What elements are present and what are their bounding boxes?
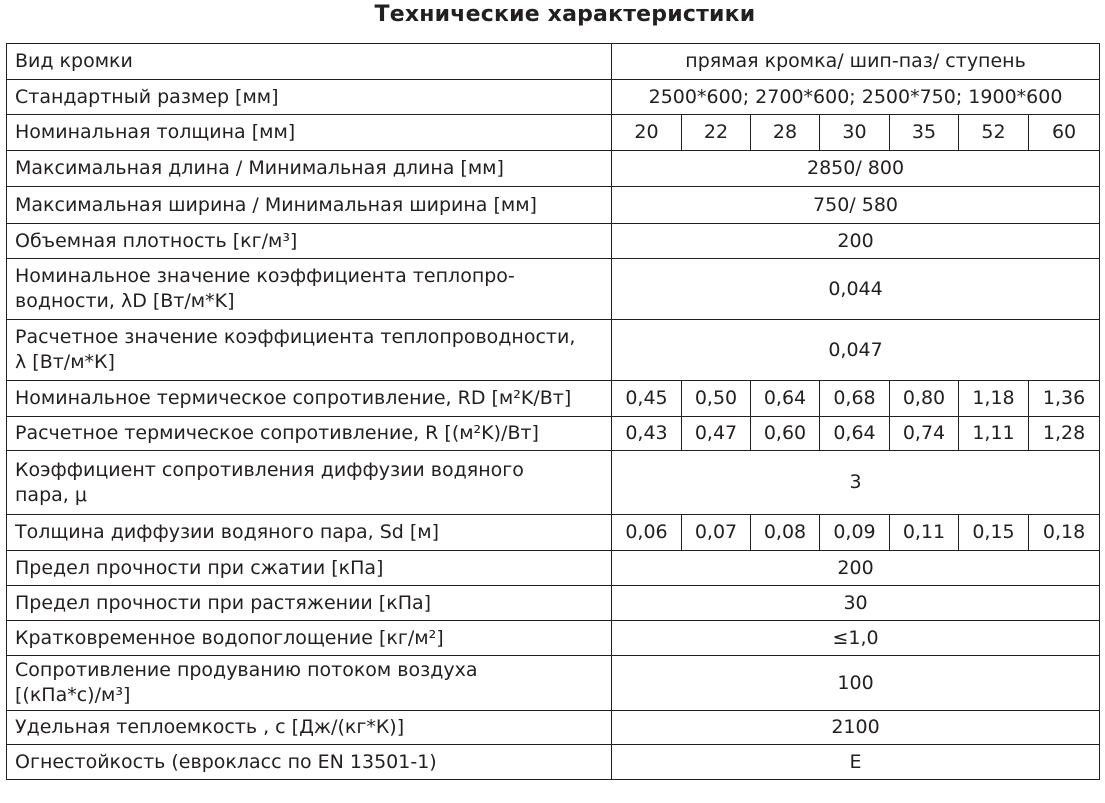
row-label: Максимальная длина / Минимальная длина [мм] — [7, 151, 612, 187]
table-row — [7, 151, 1100, 187]
specs-table-body — [7, 44, 1100, 780]
table-row — [7, 451, 1100, 515]
value-cell: 0,45 — [612, 381, 682, 417]
value-cell: 0,11 — [890, 515, 959, 551]
row-label: Толщина диффузии водяного пара, Sd [м] — [7, 515, 612, 551]
value-cell: 0,64 — [751, 381, 820, 417]
value-cell: 22 — [682, 115, 751, 151]
table-row — [7, 656, 1100, 711]
value-cell: 1,11 — [959, 417, 1029, 451]
row-label: Номинальное термическое сопротивление, RD [м²K/Вт] — [7, 381, 612, 417]
value-cell: 52 — [959, 115, 1029, 151]
value-cell: прямая кромка/ шип-паз/ ступень — [612, 44, 1100, 80]
value-cell: 1,36 — [1029, 381, 1100, 417]
row-label: Предел прочности при сжатии [кПа] — [7, 551, 612, 586]
row-label: Вид кромки — [7, 44, 612, 80]
row-label: Максимальная ширина / Минимальная ширина [мм] — [7, 187, 612, 224]
value-cell: 0,74 — [890, 417, 959, 451]
value-cell: 1,28 — [1029, 417, 1100, 451]
value-cell: 0,044 — [612, 259, 1100, 320]
value-cell: 0,80 — [890, 381, 959, 417]
row-label: Стандартный размер [мм] — [7, 80, 612, 115]
value-cell: 0,47 — [682, 417, 751, 451]
value-cell: 0,09 — [820, 515, 890, 551]
table-row — [7, 417, 1100, 451]
table-row — [7, 515, 1100, 551]
table-row — [7, 711, 1100, 745]
value-cell: 0,43 — [612, 417, 682, 451]
value-cell: 2100 — [612, 711, 1100, 745]
table-row — [7, 551, 1100, 586]
value-cell: 100 — [612, 656, 1100, 711]
value-cell: 20 — [612, 115, 682, 151]
table-row — [7, 621, 1100, 656]
value-cell: 35 — [890, 115, 959, 151]
value-cell: 30 — [820, 115, 890, 151]
row-label: Удельная теплоемкость , с [Дж/(кг*К)] — [7, 711, 612, 745]
table-row — [7, 745, 1100, 780]
table-row — [7, 259, 1100, 320]
row-label: Огнестойкость (еврокласс по EN 13501-1) — [7, 745, 612, 780]
table-row — [7, 187, 1100, 224]
value-cell: 0,06 — [612, 515, 682, 551]
row-label: Коэффициент сопротивления диффузии водяного пара, μ — [7, 451, 612, 515]
table-row — [7, 586, 1100, 621]
value-cell: 0,60 — [751, 417, 820, 451]
table-row — [7, 224, 1100, 259]
value-cell: 2500*600; 2700*600; 2500*750; 1900*600 — [612, 80, 1100, 115]
row-label: Предел прочности при растяжении [кПа] — [7, 586, 612, 621]
value-cell: 0,07 — [682, 515, 751, 551]
value-cell: 2850/ 800 — [612, 151, 1100, 187]
page-title: Технические характеристики — [374, 2, 756, 27]
value-cell: 0,18 — [1029, 515, 1100, 551]
row-label: Номинальная толщина [мм] — [7, 115, 612, 151]
table-row — [7, 44, 1100, 80]
table-row — [7, 115, 1100, 151]
value-cell: ≤1,0 — [612, 621, 1100, 656]
row-label: Объемная плотность [кг/м³] — [7, 224, 612, 259]
value-cell: 0,047 — [612, 320, 1100, 381]
value-cell: E — [612, 745, 1100, 780]
value-cell: 60 — [1029, 115, 1100, 151]
row-label: Расчетное термическое сопротивление, R [(м²K)/Вт] — [7, 417, 612, 451]
value-cell: 0,08 — [751, 515, 820, 551]
value-cell: 200 — [612, 224, 1100, 259]
row-label: Сопротивление продуванию потоком воздуха [(кПа*с)/м³] — [7, 656, 612, 711]
row-label: Номинальное значение коэффициента теплопро- водности, λD [Вт/м*K] — [7, 259, 612, 320]
table-row — [7, 80, 1100, 115]
value-cell: 28 — [751, 115, 820, 151]
value-cell: 0,15 — [959, 515, 1029, 551]
row-label: Кратковременное водопоглощение [кг/м²] — [7, 621, 612, 656]
value-cell: 750/ 580 — [612, 187, 1100, 224]
value-cell: 0,64 — [820, 417, 890, 451]
value-cell: 200 — [612, 551, 1100, 586]
value-cell: 30 — [612, 586, 1100, 621]
row-label: Расчетное значение коэффициента теплопроводности, λ [Вт/м*К] — [7, 320, 612, 381]
table-row — [7, 320, 1100, 381]
value-cell: 1,18 — [959, 381, 1029, 417]
value-cell: 0,50 — [682, 381, 751, 417]
specs-table — [6, 43, 1100, 780]
value-cell: 0,68 — [820, 381, 890, 417]
table-row — [7, 381, 1100, 417]
value-cell: 3 — [612, 451, 1100, 515]
